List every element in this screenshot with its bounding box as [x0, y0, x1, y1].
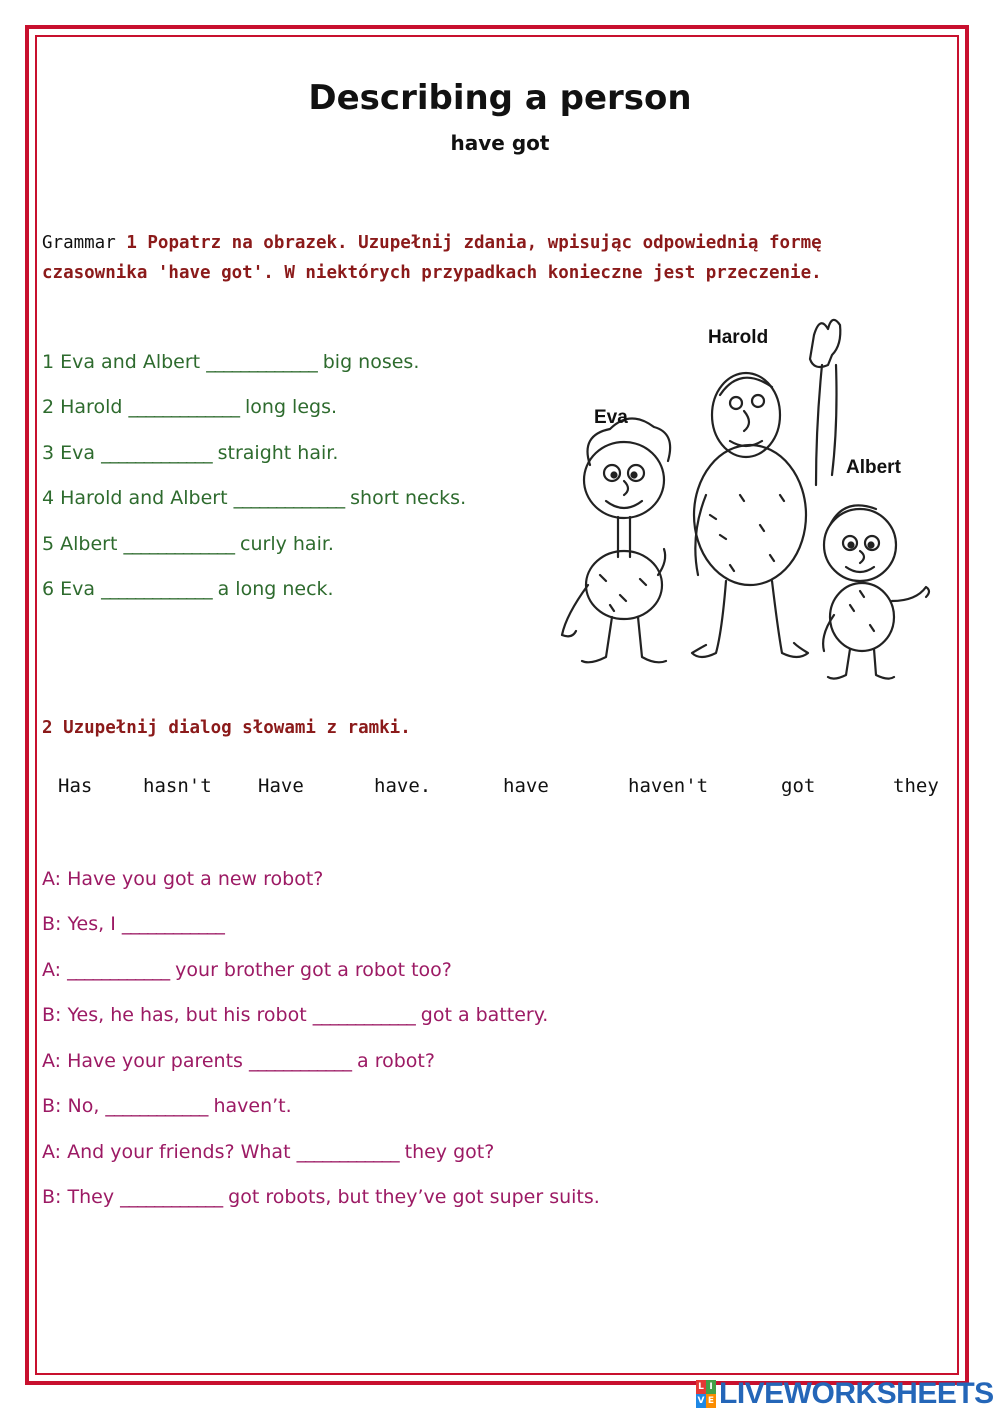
- word-option: have.: [374, 775, 432, 797]
- answer-blank[interactable]: ____________: [296, 1141, 399, 1163]
- liveworksheets-logo-icon: [696, 1380, 716, 1408]
- liveworksheets-watermark: [696, 1378, 994, 1410]
- item-text-after: a long neck.: [217, 578, 334, 600]
- word-option: have: [503, 775, 549, 797]
- exercise1-item: [42, 578, 334, 600]
- exercise1-item: [42, 487, 466, 509]
- answer-blank[interactable]: ____________: [120, 1186, 223, 1208]
- dialogue-text-before: B: Yes, he has, but his robot: [42, 1004, 307, 1026]
- dialogue-line: [42, 1141, 494, 1163]
- page-title: Describing a person: [308, 78, 692, 118]
- word-option: they: [893, 775, 939, 797]
- word-option: haven't: [628, 775, 709, 797]
- answer-blank[interactable]: _____________: [101, 578, 212, 600]
- page-subtitle: have got: [450, 131, 550, 155]
- answer-blank[interactable]: _____________: [233, 487, 345, 509]
- dialogue-line: [42, 868, 323, 890]
- item-text-after: big noses.: [322, 351, 420, 373]
- exercise1-instruction-line2: czasownika 'have got'. W niektórych przypadkach konieczne jest przeczenie.: [42, 263, 822, 283]
- item-text-before: 4 Harold and Albert: [42, 487, 228, 509]
- exercise1-instruction-line1: 1 Popatrz na obrazek. Uzupełnij zdania, wpisując odpowiednią formę: [126, 233, 822, 253]
- answer-blank[interactable]: ____________: [249, 1050, 351, 1072]
- item-text-before: 3 Eva: [42, 442, 96, 464]
- dialogue-text-before: A:: [42, 959, 62, 981]
- item-text-after: straight hair.: [217, 442, 339, 464]
- item-text-before: 6 Eva: [42, 578, 96, 600]
- dialogue-line: [42, 913, 224, 935]
- dialogue-text-before: A: Have your parents: [42, 1050, 243, 1072]
- dialogue-text-before: A: Have you got a new robot?: [42, 868, 324, 890]
- watermark-text: LIVEWORKSHEETS: [719, 1377, 994, 1410]
- label-harold: Harold: [708, 327, 769, 348]
- item-text-before: 2 Harold: [42, 396, 123, 418]
- answer-blank[interactable]: _____________: [128, 396, 239, 418]
- logo-letter: V: [697, 1396, 705, 1406]
- item-text-before: 1 Eva and Albert: [42, 351, 201, 373]
- item-text-before: 5 Albert: [42, 533, 118, 555]
- word-option: Have: [258, 775, 304, 797]
- logo-letter: I: [706, 1380, 716, 1394]
- word-option: hasn't: [143, 775, 212, 797]
- dialogue-text-after: haven’t.: [213, 1095, 292, 1117]
- answer-blank[interactable]: _____________: [123, 533, 234, 555]
- answer-blank[interactable]: _____________: [206, 351, 317, 373]
- dialogue-text-after: they got?: [404, 1141, 495, 1163]
- dialogue-line: [42, 959, 452, 981]
- exercise1-instruction: [42, 228, 922, 288]
- grammar-label: Grammar: [42, 233, 116, 253]
- dialogue-line: [42, 1050, 435, 1072]
- word-option: Has: [58, 775, 93, 797]
- logo-letter: E: [707, 1396, 715, 1406]
- logo-letter: L: [696, 1380, 706, 1394]
- label-albert: Albert: [846, 457, 901, 478]
- dialogue-line: [42, 1004, 548, 1026]
- dialogue-line: [42, 1186, 600, 1208]
- answer-blank[interactable]: ____________: [67, 959, 170, 981]
- dialogue-line: [42, 1095, 292, 1117]
- exercise1-item: [42, 533, 334, 555]
- dialogue-text-before: A: And your friends? What: [42, 1141, 291, 1163]
- dialogue-text-before: B: Yes, I: [42, 913, 116, 935]
- exercise1-item: [42, 396, 337, 418]
- characters-illustration: [560, 295, 940, 695]
- dialogue-text-before: B: No,: [42, 1095, 100, 1117]
- exercise2-instruction: 2 Uzupełnij dialog słowami z ramki.: [42, 718, 411, 738]
- harold-figure: [692, 320, 840, 657]
- item-text-after: short necks.: [350, 487, 467, 509]
- dialogue-text-after: a robot?: [357, 1050, 435, 1072]
- answer-blank[interactable]: _____________: [101, 442, 212, 464]
- exercise1-item: [42, 442, 338, 464]
- exercise1-item: [42, 351, 419, 373]
- answer-blank[interactable]: ____________: [105, 1095, 208, 1117]
- eva-figure: [562, 418, 670, 662]
- label-eva: Eva: [594, 407, 628, 428]
- item-text-after: curly hair.: [240, 533, 334, 555]
- answer-blank[interactable]: ____________: [121, 913, 224, 935]
- albert-figure: [823, 505, 929, 678]
- answer-blank[interactable]: ____________: [312, 1004, 415, 1026]
- item-text-after: long legs.: [245, 396, 338, 418]
- dialogue-text-after: got a battery.: [420, 1004, 549, 1026]
- word-option: got: [781, 775, 816, 797]
- dialogue-text-after: got robots, but they’ve got super suits.: [228, 1186, 600, 1208]
- dialogue-text-after: your brother got a robot too?: [175, 959, 452, 981]
- dialogue-text-before: B: They: [42, 1186, 115, 1208]
